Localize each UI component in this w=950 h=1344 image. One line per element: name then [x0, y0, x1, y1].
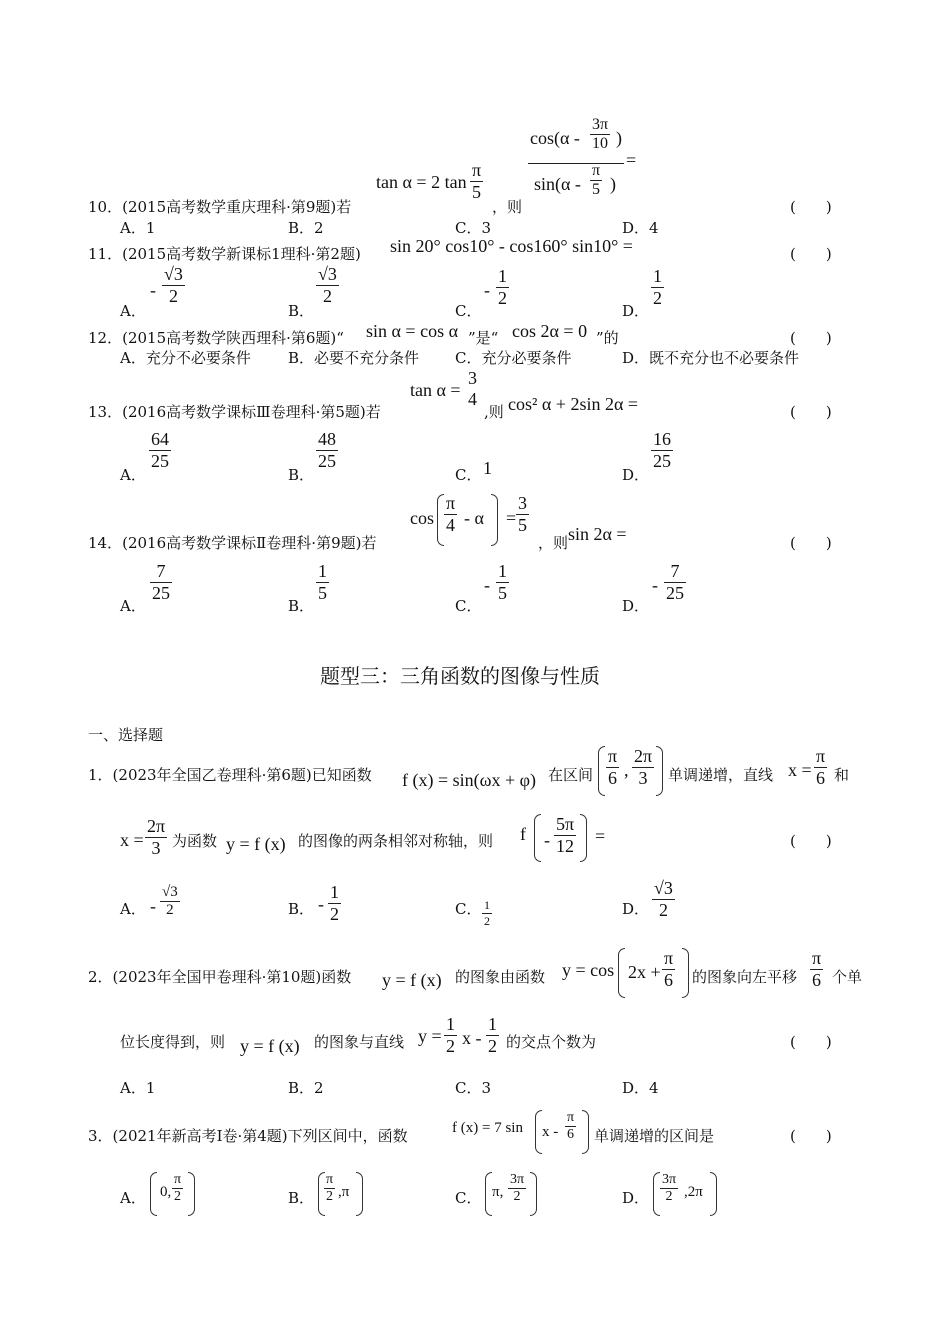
numerator: 3 — [518, 493, 527, 513]
q1-t2: 单调递增，直线 — [668, 766, 774, 784]
denominator: 2 — [488, 1036, 497, 1056]
q1-yfx: y = f (x) — [226, 834, 286, 854]
numerator: 1 — [318, 561, 327, 581]
answer-bracket: ( ) — [790, 403, 832, 421]
option-c: C．3 — [455, 1079, 492, 1097]
option-b-letter: B． — [288, 900, 315, 918]
option-c-letter: C． — [455, 900, 482, 918]
q10-cond: tan α = 2 tan — [376, 172, 467, 192]
q1-comma: , — [624, 760, 629, 780]
option-c-letter: C． — [455, 466, 482, 484]
q1-label: 1．(2023年全国乙卷理科·第6题)已知函数 — [88, 766, 372, 784]
answer-bracket: ( ) — [790, 245, 832, 263]
denominator: 25 — [151, 451, 169, 471]
q1-eq: = — [595, 826, 606, 846]
q12-cond1: sin α = cos α — [366, 321, 459, 341]
denominator: 2 — [652, 899, 675, 921]
q3-inner-frac — [565, 1110, 576, 1143]
q2-t3: 个单 — [832, 968, 863, 986]
q3-inner: x - — [542, 1124, 559, 1140]
q11-label: 11．(2015高考数学新课标1理科·第2题) — [88, 245, 361, 263]
option-b-frac — [324, 1172, 335, 1205]
option-d-frac — [664, 561, 686, 604]
option-d: D．4 — [622, 1079, 659, 1097]
q1-t3: 为函数 — [172, 832, 218, 850]
q1-t1: 在区间 — [548, 766, 594, 784]
option-b-frac — [316, 264, 339, 307]
option-d-sign: - — [652, 575, 658, 595]
denominator: 2 — [162, 285, 185, 307]
q2-label: 2．(2023年全国甲卷理科·第10题)函数 — [88, 968, 352, 986]
numerator: 1 — [653, 266, 662, 286]
denominator: 6 — [814, 767, 827, 789]
numerator: √3 — [654, 878, 673, 898]
numerator: 1 — [498, 266, 507, 286]
q10-expr-den-close: ) — [610, 174, 616, 194]
left-paren — [485, 1172, 492, 1216]
q10-fraction-bar — [528, 163, 624, 164]
numerator: π — [664, 948, 674, 968]
option-b-letter: B． — [288, 466, 315, 484]
denominator: 5 — [498, 583, 507, 603]
option-d-frac — [652, 878, 675, 921]
q10-cond-frac — [470, 160, 483, 203]
answer-bracket: ( ) — [790, 832, 832, 850]
denominator: 12 — [554, 835, 576, 857]
option-b-sign: - — [318, 894, 324, 914]
option-b-letter: B． — [288, 302, 315, 320]
q10-expr-num-frac — [590, 116, 610, 153]
option-d: D．4 — [622, 219, 659, 237]
option-d-letter: D． — [622, 597, 650, 615]
q2-ycos: y = cos — [562, 960, 615, 980]
denominator: 2 — [330, 904, 339, 924]
option-d-letter: D． — [622, 302, 650, 320]
q12-mid: ”是“ — [468, 329, 499, 347]
option-c-frac — [508, 1172, 526, 1205]
left-paren — [150, 1172, 157, 1216]
option-a-letter: A． — [120, 597, 146, 615]
denominator: 2 — [324, 1188, 335, 1205]
q10-label: 10．(2015高考数学重庆理科·第9题)若 — [88, 198, 352, 216]
denominator: 6 — [606, 767, 619, 789]
denominator: 4 — [444, 514, 457, 536]
option-c-value: 1 — [483, 458, 492, 478]
option-c-frac — [496, 561, 509, 604]
q14-cos: cos — [410, 508, 434, 528]
q10-expr-den-frac — [590, 162, 602, 199]
denominator: 10 — [590, 134, 610, 153]
denominator: 6 — [810, 969, 823, 991]
denominator: 2 — [498, 288, 507, 308]
option-a-frac — [150, 561, 172, 604]
q13-cond-frac — [466, 368, 479, 410]
left-paren — [598, 746, 605, 796]
numerator: π — [608, 746, 618, 766]
denominator: 25 — [152, 583, 170, 603]
option-c-pre: π, — [492, 1184, 504, 1200]
q13-expr: cos² α + 2sin 2α = — [508, 394, 639, 414]
option-c: C．3 — [455, 219, 492, 237]
numerator: √3 — [162, 884, 178, 900]
numerator: 2π — [147, 816, 166, 836]
option-c-sign: - — [484, 280, 490, 300]
q2-shift-frac — [810, 948, 823, 991]
option-c-letter: C． — [455, 302, 482, 320]
numerator: 64 — [151, 429, 169, 449]
denominator: 5 — [470, 181, 483, 203]
numerator: π — [174, 1172, 182, 1187]
q10-expr-num: cos(α - — [530, 128, 580, 148]
option-d-frac — [660, 1172, 678, 1205]
denominator: 3 — [632, 767, 654, 789]
option-d-frac — [651, 429, 673, 472]
denominator: 2 — [172, 1188, 183, 1205]
option-c-sign: - — [484, 575, 490, 595]
option-c-letter: C． — [455, 597, 482, 615]
right-paren — [710, 1172, 717, 1216]
q1-arg-frac — [554, 814, 576, 857]
option-a-letter: A． — [120, 302, 146, 320]
q2-t4: 的图象与直线 — [314, 1033, 405, 1051]
q12-cond2: cos 2α = 0 — [512, 321, 588, 341]
numerator: π — [567, 1110, 575, 1125]
option-a-frac — [172, 1172, 183, 1205]
left-paren — [534, 814, 541, 862]
q2-yfx: y = f (x) — [382, 970, 442, 990]
denominator: 2 — [653, 288, 662, 308]
denominator: 6 — [662, 969, 675, 991]
option-d-frac — [651, 266, 664, 309]
denominator: 2 — [446, 1036, 455, 1056]
option-a-letter: A． — [120, 466, 146, 484]
part-heading: 一、选择题 — [88, 726, 164, 744]
denominator: 2 — [316, 285, 339, 307]
option-b-frac — [316, 561, 329, 604]
option-b-frac — [316, 429, 338, 472]
q2-t2: 的图象向左平移 — [692, 968, 798, 986]
numerator: π — [816, 746, 826, 766]
q2-line-frac2 — [486, 1014, 499, 1057]
q2-t5: 的交点个数为 — [506, 1033, 597, 1051]
numerator: 3π — [662, 1172, 677, 1187]
q2-t1: 的图象由函数 — [455, 968, 546, 986]
denominator: 2 — [508, 1188, 526, 1205]
denominator: 2 — [484, 914, 490, 928]
numerator: π — [592, 162, 601, 179]
option-a-frac — [162, 264, 185, 307]
section-title: 题型三：三角函数的图像与性质 — [320, 664, 600, 688]
numerator: π — [472, 160, 482, 180]
denominator: 25 — [318, 451, 336, 471]
denominator: 3 — [145, 837, 167, 859]
option-a-sign: - — [150, 896, 156, 916]
numerator: 7 — [156, 561, 166, 581]
q1-x-eq: x = — [788, 760, 812, 780]
right-paren — [582, 1110, 589, 1154]
numerator: 1 — [488, 1014, 497, 1034]
numerator: 3 — [468, 368, 477, 388]
option-b-post: ,π — [338, 1184, 350, 1200]
right-paren — [530, 1172, 537, 1216]
q14-eq: = — [506, 508, 517, 528]
option-d-letter: D． — [622, 466, 650, 484]
option-a-frac — [160, 884, 180, 919]
option-a-pre: 0, — [160, 1184, 172, 1200]
q1-x2-frac — [145, 816, 167, 859]
q1-and: 和 — [834, 766, 850, 784]
q14-expr: sin 2α = — [568, 524, 627, 544]
q1-f: f — [520, 824, 526, 844]
option-a: A．1 — [120, 219, 156, 237]
numerator: √3 — [164, 264, 183, 284]
denominator: 6 — [565, 1126, 576, 1143]
left-paren — [653, 1172, 660, 1216]
q12-tail: ”的 — [596, 329, 619, 347]
option-d: D．既不充分也不必要条件 — [622, 349, 800, 367]
option-d-post: ,2π — [684, 1184, 703, 1200]
q3-label: 3．(2021年新高考Ⅰ卷·第4题)下列区间中，函数 — [88, 1127, 408, 1145]
q2-yfx2: y = f (x) — [240, 1036, 300, 1056]
answer-bracket: ( ) — [790, 1127, 832, 1145]
numerator: 3π — [510, 1172, 525, 1187]
option-b: B．2 — [288, 219, 324, 237]
option-b-letter: B． — [288, 1189, 315, 1207]
option-a: A．1 — [120, 1079, 156, 1097]
numerator: √3 — [318, 264, 337, 284]
option-c-frac — [496, 266, 509, 309]
q1-t4: 的图像的两条相邻对称轴，则 — [298, 832, 494, 850]
numerator: π — [812, 948, 822, 968]
option-d-letter: D． — [622, 1189, 650, 1207]
option-c: C．充分必要条件 — [455, 349, 572, 367]
q10-expr-den: sin(α - — [534, 174, 581, 194]
numerator: 3π — [592, 116, 609, 133]
q10-eq: = — [626, 150, 637, 170]
answer-bracket: ( ) — [790, 1033, 832, 1051]
numerator: 16 — [653, 429, 671, 449]
q2-inner-frac — [662, 948, 675, 991]
q1-func: f (x) = sin(ωx + φ) — [402, 770, 537, 790]
denominator: 5 — [318, 583, 327, 603]
q11-expr: sin 20° cos10° - cos160° sin10° = — [390, 236, 633, 256]
q14-inner-frac — [444, 493, 457, 536]
option-b: B．2 — [288, 1079, 324, 1097]
option-c-letter: C． — [455, 1189, 482, 1207]
left-paren — [618, 948, 625, 998]
q2-inner: 2x + — [628, 962, 661, 982]
right-paren — [356, 1172, 363, 1216]
right-paren — [491, 494, 498, 546]
option-b-frac — [328, 882, 341, 925]
option-c-frac — [482, 898, 492, 929]
denominator: 25 — [666, 583, 684, 603]
q2-line-y: y = — [418, 1026, 442, 1046]
denominator: 2 — [160, 901, 180, 919]
q1-x-eq2: x = — [120, 830, 144, 850]
right-paren — [656, 746, 663, 796]
right-paren — [580, 814, 587, 862]
q1-minus: - — [544, 830, 550, 850]
q14-then: ，则 — [538, 534, 569, 552]
option-a: A．充分不必要条件 — [120, 349, 251, 367]
q2-line-frac1 — [444, 1014, 457, 1057]
numerator: 1 — [498, 561, 507, 581]
numerator: π — [326, 1172, 334, 1187]
right-paren — [188, 1172, 195, 1216]
numerator: 1 — [446, 1014, 455, 1034]
q2-line2: 位长度得到，则 — [120, 1033, 226, 1051]
numerator: 1 — [330, 882, 339, 902]
option-b-letter: B． — [288, 597, 315, 615]
answer-bracket: ( ) — [790, 329, 832, 347]
q10-then: ，则 — [492, 198, 523, 216]
left-paren — [437, 494, 444, 546]
option-b: B．必要不充分条件 — [288, 349, 420, 367]
option-a-letter: A． — [120, 900, 146, 918]
option-a-sign: - — [150, 280, 156, 300]
q2-line-x: x - — [462, 1028, 482, 1048]
denominator: 4 — [468, 389, 477, 409]
right-paren — [682, 948, 689, 998]
option-d-letter: D． — [622, 900, 650, 918]
q13-cond: tan α = — [410, 380, 461, 400]
denominator: 25 — [653, 451, 671, 471]
option-a-frac — [149, 429, 171, 472]
q1-int-a — [606, 746, 619, 789]
q3-func: f (x) = 7 sin — [452, 1120, 523, 1136]
numerator: 2π — [634, 746, 653, 766]
answer-bracket: ( ) — [790, 198, 832, 216]
answer-bracket: ( ) — [790, 534, 832, 552]
left-paren — [535, 1110, 542, 1154]
q1-x1-frac — [814, 746, 827, 789]
numerator: 5π — [556, 814, 575, 834]
denominator: 5 — [590, 180, 602, 199]
denominator: 2 — [660, 1188, 678, 1205]
q12-label: 12．(2015高考数学陕西理科·第6题)“ — [88, 329, 344, 347]
q1-int-b — [632, 746, 654, 789]
q14-rhs-frac — [516, 493, 529, 536]
denominator: 5 — [518, 515, 527, 535]
q13-then: ,则 — [484, 403, 504, 421]
q14-label: 14．(2016高考数学课标Ⅱ卷理科·第9题)若 — [88, 534, 377, 552]
q14-inner-tail: - α — [464, 508, 484, 528]
numerator: 1 — [484, 898, 490, 912]
numerator: 7 — [670, 561, 680, 581]
option-a-letter: A． — [120, 1189, 146, 1207]
numerator: 48 — [318, 429, 336, 449]
q10-expr-num-close: ) — [616, 128, 622, 148]
q3-tail: 单调递增的区间是 — [594, 1127, 715, 1145]
q13-label: 13．(2016高考数学课标Ⅲ卷理科·第5题)若 — [88, 403, 381, 421]
numerator: π — [446, 493, 456, 513]
